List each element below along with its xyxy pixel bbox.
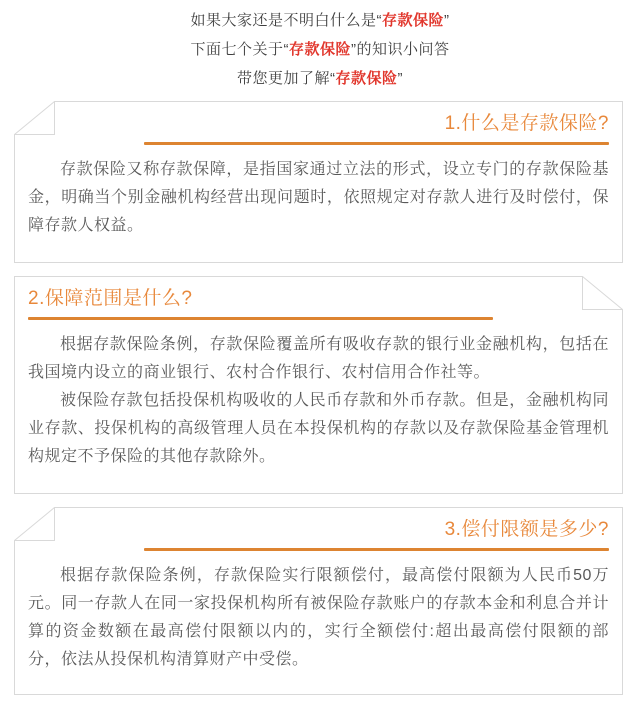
qa-card-1-content: [14, 101, 623, 240]
intro-line-3: [0, 64, 640, 93]
qa-card-2-content: [14, 276, 623, 471]
intro-line-3-highlight: 存款保险: [335, 70, 398, 87]
intro-line-3-pre: 带您更加了解“: [236, 70, 336, 87]
title-underline: [144, 142, 609, 145]
intro-line-3-post: ”: [397, 70, 403, 87]
intro-line-1-highlight: 存款保险: [381, 12, 444, 29]
intro-line-1-post: ”: [444, 12, 450, 29]
intro-line-2-post: ”的知识小问答: [351, 41, 450, 58]
qa-card-1-paragraph: 存款保险又称存款保障，是指国家通过立法的形式，设立专门的存款保险基金，明确当个别金融机构经营出现问题时，依照规定对存款人进行及时偿付，保障存款人权益。: [28, 161, 609, 234]
intro-line-1-pre: 如果大家还是不明白什么是“: [190, 12, 382, 29]
title-underline: [28, 317, 493, 320]
qa-card-3-paragraph: 根据存款保险条例，存款保险实行限额偿付，最高偿付限额为人民币50万元。同一存款人在同一家投保机构所有被保险存款账户的存款本金和利息合并计算的资金数额在最高偿付限额以内的，实行全额偿付:超出最高偿付限额的部分，依法从投保机构清算财产中受偿。: [28, 567, 609, 668]
qa-card-2: [14, 276, 623, 494]
qa-card-3-title: 3.偿付限额是多少?: [444, 519, 609, 540]
intro-line-2: [0, 35, 640, 64]
qa-card-2-title: 2.保障范围是什么?: [28, 288, 193, 309]
intro-header: [0, 0, 640, 93]
title-underline: [144, 548, 609, 551]
qa-card-1-title: 1.什么是存款保险?: [444, 113, 609, 134]
qa-card-2-paragraph-1: 根据存款保险条例，存款保险覆盖所有吸收存款的银行业金融机构，包括在我国境内设立的商业银行、农村合作银行、农村信用合作社等。: [28, 336, 609, 381]
intro-line-2-highlight: 存款保险: [288, 41, 351, 58]
intro-line-2-pre: 下面七个关于“: [190, 41, 289, 58]
qa-card-1: [14, 101, 623, 263]
qa-card-2-paragraph-2: 被保险存款包括投保机构吸收的人民币存款和外币存款。但是，金融机构同业存款、投保机构的高级管理人员在本投保机构的存款以及存款保险基金管理机构规定不予保险的其他存款除外。: [28, 392, 609, 465]
qa-card-3-content: [14, 507, 623, 674]
qa-card-3: [14, 507, 623, 695]
intro-line-1: [0, 6, 640, 35]
